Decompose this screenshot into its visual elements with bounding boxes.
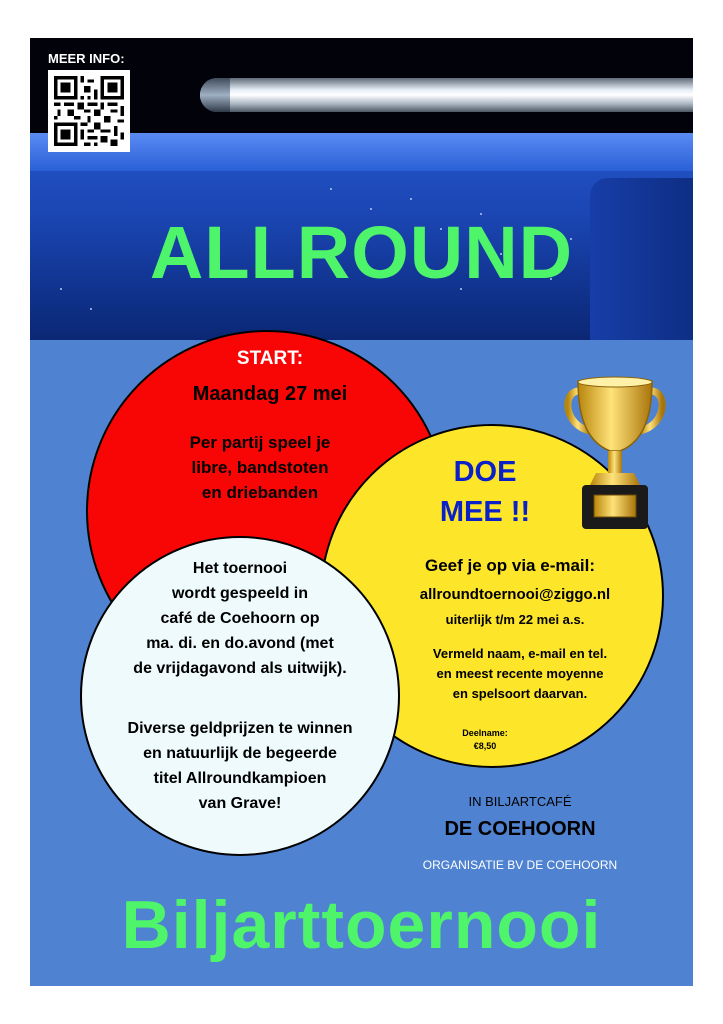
qr-code-icon xyxy=(54,76,124,146)
tournament-schedule xyxy=(90,556,390,681)
signup-details-line: en meest recente moyenne xyxy=(436,666,604,681)
cta-line: DOE xyxy=(453,456,517,488)
prizes-line: van Grave! xyxy=(198,795,282,812)
signup-details-line: en spelsoort daarvan. xyxy=(452,686,588,701)
venue-name: DE COEHOORN xyxy=(444,818,596,840)
organizer: ORGANISATIE BV DE COEHOORN xyxy=(422,858,618,872)
headline: ALLROUND xyxy=(149,211,574,294)
cue-stick xyxy=(200,78,693,112)
chalk-dust xyxy=(90,308,92,310)
schedule-line: wordt gespeeld in xyxy=(171,585,308,602)
cue-tip xyxy=(200,78,230,112)
schedule-line: de vrijdagavond als uitwijk). xyxy=(133,660,347,677)
game-types-line: en driebanden xyxy=(201,483,319,502)
schedule-line: Het toernooi xyxy=(192,560,288,577)
fee-amount: €8,50 xyxy=(473,741,497,751)
game-types-line: Per partij speel je xyxy=(189,433,331,452)
cta-line: MEE !! xyxy=(439,496,531,528)
start-date: Maandag 27 mei xyxy=(192,383,348,405)
prizes-line: Diverse geldprijzen te winnen xyxy=(127,720,353,737)
signup-email-link[interactable]: allroundtoernooi@ziggo.nl xyxy=(419,586,611,603)
signup-details-line: Vermeld naam, e-mail en tel. xyxy=(432,646,608,661)
chalk-dust xyxy=(410,198,412,200)
signup-instruction: Geef je op via e-mail: xyxy=(424,556,596,575)
venue-prefix: IN BILJARTCAFÉ xyxy=(468,794,572,809)
prizes-line: titel Allroundkampioen xyxy=(153,770,327,787)
qr-code[interactable] xyxy=(48,70,130,152)
start-label: START: xyxy=(236,348,304,369)
chalk-dust xyxy=(330,188,332,190)
prizes-line: en natuurlijk de begeerde xyxy=(143,745,337,762)
prizes xyxy=(80,716,400,816)
signup-deadline: uiterlijk t/m 22 mei a.s. xyxy=(445,612,585,627)
game-types-line: libre, bandstoten xyxy=(191,458,329,477)
call-to-action xyxy=(425,452,545,532)
poster xyxy=(30,38,693,986)
schedule-line: café de Coehoorn op xyxy=(160,610,320,627)
trophy-icon xyxy=(560,373,670,533)
game-types xyxy=(120,430,400,505)
footer-title: Biljarttoernooi xyxy=(121,887,602,963)
fee-label: Deelname: xyxy=(462,728,508,738)
signup-details xyxy=(385,644,655,704)
schedule-line: ma. di. en do.avond (met xyxy=(146,635,334,652)
qr-label: MEER INFO: xyxy=(48,51,125,66)
